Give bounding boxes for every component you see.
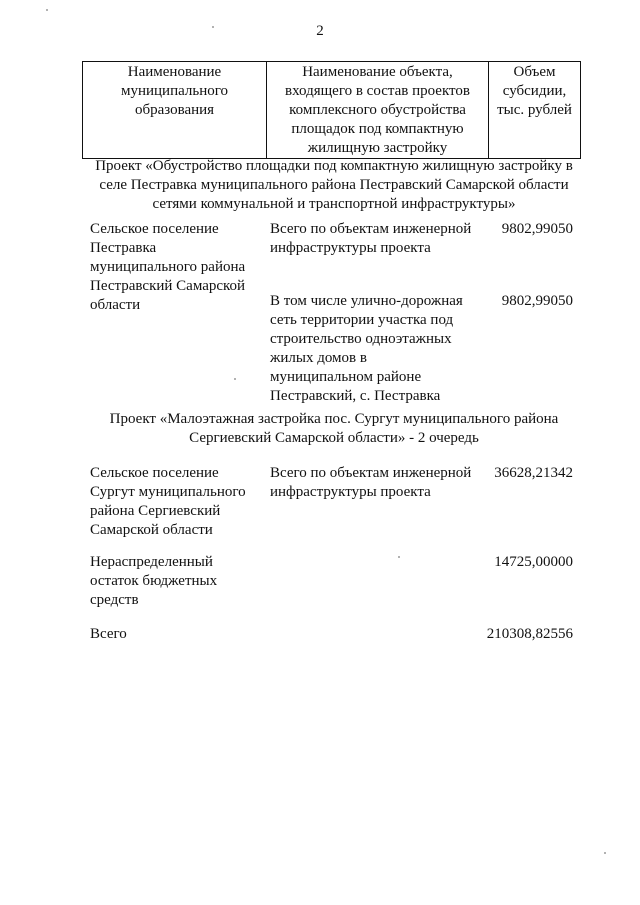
table-header-row — [83, 62, 581, 159]
header-object: Наименование объекта, входящего в состав проектов комплексного обустройства площадок под компактную жилищную застройку — [267, 62, 489, 159]
total-amount: 210308,82556 — [486, 626, 573, 642]
section-1-row-2-amount: 9802,99050 — [501, 293, 573, 309]
section-1-municipality: Сельское поселение Пестравка муниципального района Пестравский Самарской области — [90, 221, 246, 313]
section-1-row-1-amount: 9802,99050 — [501, 221, 573, 237]
header-subsidy: Объем субсидии, тыс. рублей — [489, 62, 581, 159]
section-2-row-1-amount: 36628,21342 — [494, 465, 573, 481]
scan-speck — [46, 9, 48, 11]
total-label: Всего — [90, 626, 127, 642]
header-municipality: Наименование муниципального образования — [83, 62, 267, 159]
scan-speck — [398, 556, 400, 558]
section-1-row-2-object: В том числе улично-дорожная сеть территории участка под строительство одноэтажных жилых домов в муниципальном районе Пестравский, с. Пестравка — [270, 293, 463, 404]
section-1-row-1-object: Всего по объектам инженерной инфраструктуры проекта — [270, 221, 472, 256]
scan-speck — [604, 852, 606, 854]
scan-speck — [212, 26, 214, 28]
section-1-title: Проект «Обустройство площадки под компактную жилищную застройку в селе Пестравка муниципального района Пестравский Самарской области сетями коммунальной и транспортной инфраструктуры» — [95, 158, 573, 212]
unallocated-amount: 14725,00000 — [494, 554, 573, 570]
section-2-row-1-object: Всего по объектам инженерной инфраструктуры проекта — [270, 465, 472, 500]
table-header — [82, 61, 581, 159]
section-2-municipality: Сельское поселение Сургут муниципального района Сергиевский Самарской области — [90, 465, 246, 538]
unallocated-label: Нераспределенный остаток бюджетных средств — [90, 554, 218, 608]
section-2-title: Проект «Малоэтажная застройка пос. Сургут муниципального района Сергиевский Самарской области» - 2 очередь — [109, 411, 559, 446]
page-number: 2 — [316, 23, 324, 39]
scan-speck — [234, 378, 236, 380]
